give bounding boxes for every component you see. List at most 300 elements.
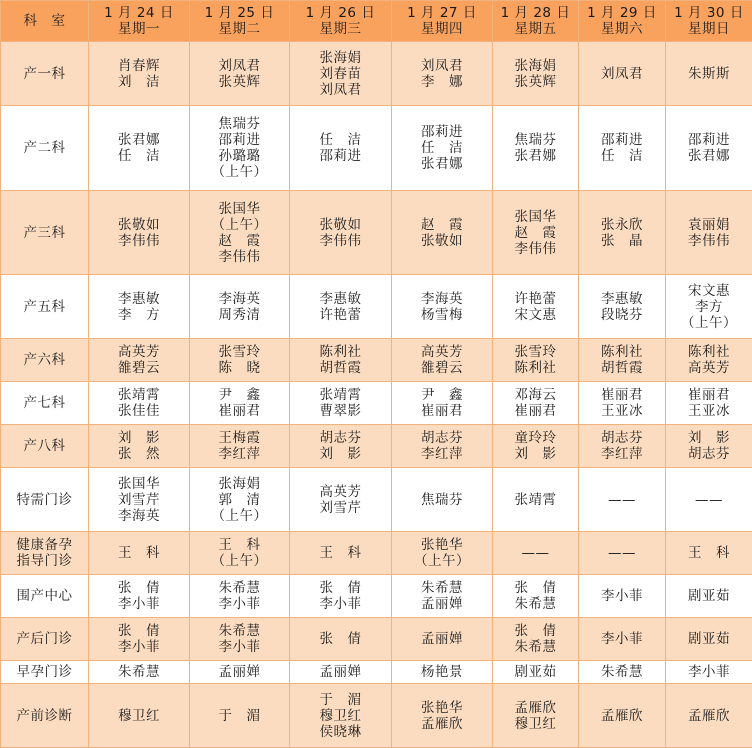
duty-cell (392, 339, 493, 382)
dept-name: 产三科 (23, 224, 66, 241)
dept-cell (1, 532, 89, 575)
duty-name: 郭 清 (218, 491, 261, 508)
duty-name: 高英芳 (421, 344, 463, 360)
duty-cell (290, 382, 392, 425)
duty-name: 李海英 (218, 290, 261, 307)
duty-name: 任 洁 (601, 148, 643, 164)
header-date: 1 月 29 日 (587, 5, 657, 21)
duty-name: 邵莉进 (421, 124, 463, 140)
duty-cell (493, 42, 579, 106)
duty-cell (666, 339, 752, 382)
duty-cell (493, 275, 579, 339)
duty-cell (392, 106, 493, 191)
duty-name: 邵莉进 (601, 132, 643, 148)
dept-name: 产前诊断 (16, 707, 73, 724)
duty-cell (666, 106, 752, 191)
table-row (1, 684, 752, 748)
header-weekday: 星期三 (319, 21, 362, 37)
duty-name: 刘 影 (118, 430, 160, 446)
dept-cell (1, 618, 89, 661)
duty-name: 高英芳 (688, 360, 730, 376)
duty-cell (493, 661, 579, 684)
duty-name: 于 湄 (319, 691, 362, 708)
duty-name: 孟雁欣 (421, 715, 463, 732)
duty-name: 朱希慧 (601, 664, 643, 680)
duty-name: 王亚冰 (601, 403, 643, 419)
dept-name: 指导门诊 (16, 553, 73, 569)
duty-cell (190, 42, 290, 106)
duty-name: 雒碧云 (118, 360, 160, 376)
dept-name: 产二科 (23, 140, 66, 156)
duty-name: 侯晓琳 (319, 723, 362, 740)
duty-cell (290, 618, 392, 661)
duty-name: 张靖霄 (118, 387, 160, 403)
duty-cell (579, 661, 666, 684)
duty-name: 李伟伟 (514, 240, 557, 257)
duty-cell (89, 618, 190, 661)
dept-name: 健康备孕 (16, 537, 73, 553)
duty-cell (392, 275, 493, 339)
duty-cell (392, 618, 493, 661)
duty-cell (290, 275, 392, 339)
duty-cell (190, 575, 290, 618)
duty-cell (290, 425, 392, 468)
duty-cell (89, 661, 190, 684)
duty-name: 段晓芬 (601, 306, 643, 323)
duty-cell (666, 575, 752, 618)
dept-name: 产后门诊 (16, 631, 73, 647)
duty-cell (392, 425, 493, 468)
header-date: 1 月 25 日 (204, 5, 275, 21)
duty-cell (190, 339, 290, 382)
duty-cell (290, 575, 392, 618)
duty-name: 邵莉进 (319, 148, 362, 164)
duty-name: 张海娟 (514, 57, 557, 74)
duty-name: 张靖霄 (319, 387, 362, 403)
duty-name: 张 倩 (118, 580, 160, 596)
duty-name: 胡志芬 (421, 430, 463, 446)
duty-name: 剧亚茹 (688, 588, 730, 604)
duty-cell (666, 618, 752, 661)
duty-cell (89, 425, 190, 468)
duty-name: 孟雁欣 (514, 699, 557, 716)
duty-name: 杨雪梅 (421, 306, 463, 323)
duty-name: 赵 霞 (514, 224, 557, 241)
dept-cell (1, 191, 89, 275)
duty-cell (290, 468, 392, 532)
table-row (1, 42, 752, 106)
duty-cell (89, 106, 190, 191)
duty-name: 李伟伟 (218, 248, 261, 265)
duty-name: 李海英 (421, 290, 463, 307)
duty-name: 李惠敏 (319, 290, 362, 307)
dept-cell (1, 575, 89, 618)
duty-name: 赵 霞 (421, 216, 463, 233)
duty-name: 任 洁 (319, 132, 362, 148)
duty-name: 李小菲 (118, 639, 160, 655)
duty-name: （上午） (211, 164, 268, 180)
table-row (1, 339, 752, 382)
duty-name: 王 科 (688, 545, 730, 561)
duty-name: 李红萍 (601, 446, 643, 462)
duty-name: 王梅霞 (218, 430, 261, 446)
duty-name: 李惠敏 (601, 290, 643, 307)
duty-name: 陈利社 (601, 344, 643, 360)
duty-cell (666, 532, 752, 575)
table-row (1, 575, 752, 618)
duty-name: 张艳华 (421, 699, 463, 716)
duty-name: 焦瑞芬 (218, 116, 261, 132)
dept-name: 产八科 (23, 438, 66, 454)
duty-cell (290, 106, 392, 191)
duty-name: 孟丽婵 (421, 631, 463, 647)
duty-name: 胡哲霞 (319, 360, 362, 376)
duty-name: 张 倩 (118, 623, 160, 639)
table-row (1, 106, 752, 191)
duty-cell (392, 191, 493, 275)
duty-name: 李小菲 (319, 596, 362, 612)
duty-name: 周秀清 (218, 306, 261, 323)
dept-name: 产五科 (23, 298, 66, 315)
dept-name: 产一科 (23, 65, 66, 82)
duty-name: 雒碧云 (421, 360, 463, 376)
duty-name: 刘 影 (514, 446, 557, 462)
duty-name: 张英辉 (218, 73, 261, 90)
duty-cell (290, 339, 392, 382)
duty-cell (666, 661, 752, 684)
dept-name: 特需门诊 (16, 491, 73, 508)
duty-name: 张佳佳 (118, 403, 160, 419)
duty-name: 张英辉 (514, 73, 557, 90)
duty-name: 李小菲 (218, 596, 261, 612)
duty-name: 张 倩 (319, 580, 362, 596)
duty-cell (190, 106, 290, 191)
header-day (190, 1, 290, 42)
dept-cell (1, 106, 89, 191)
duty-name: 张国华 (118, 475, 160, 492)
duty-name: 于 湄 (218, 707, 261, 724)
duty-name: 张敬如 (421, 232, 463, 249)
duty-cell (579, 339, 666, 382)
duty-name: 穆卫红 (118, 707, 160, 724)
duty-name: （上午） (211, 553, 268, 569)
duty-cell (89, 275, 190, 339)
duty-name: 童玲玲 (514, 430, 557, 446)
duty-name: 孟丽婵 (319, 664, 362, 680)
duty-name: 陈 晓 (218, 360, 261, 376)
duty-name: 张雪玲 (514, 344, 557, 360)
duty-cell (493, 468, 579, 532)
duty-cell (579, 42, 666, 106)
duty-name: 陈利社 (514, 360, 557, 376)
duty-cell (666, 684, 752, 748)
duty-name: 张 倩 (514, 623, 557, 639)
header-date: 1 月 27 日 (407, 5, 477, 21)
header-row (1, 1, 752, 42)
duty-name: （上午） (414, 553, 470, 569)
duty-name: 孟雁欣 (601, 707, 643, 724)
duty-cell (392, 532, 493, 575)
duty-name: 李伟伟 (688, 232, 730, 249)
duty-name: 胡志芬 (688, 446, 730, 462)
duty-name: 朱希慧 (118, 664, 160, 680)
duty-name: 焦瑞芬 (421, 491, 463, 508)
duty-cell (290, 661, 392, 684)
duty-cell (190, 684, 290, 748)
duty-cell (290, 191, 392, 275)
duty-name: 李海英 (118, 507, 160, 524)
duty-cell (579, 618, 666, 661)
duty-name: 朱希慧 (514, 596, 557, 612)
duty-cell (579, 684, 666, 748)
duty-name: 穆卫红 (319, 707, 362, 724)
duty-name: 王 科 (218, 537, 261, 553)
duty-cell (89, 684, 190, 748)
duty-cell (493, 425, 579, 468)
duty-name: 陈利社 (688, 344, 730, 360)
duty-name: 胡哲霞 (601, 360, 643, 376)
duty-cell (666, 468, 752, 532)
duty-name: 张国华 (218, 200, 261, 217)
duty-name: 张 倩 (319, 631, 362, 647)
duty-cell (579, 275, 666, 339)
dept-cell (1, 684, 89, 748)
duty-name: 袁丽娟 (688, 216, 730, 233)
duty-name: 宋文惠 (688, 282, 730, 299)
duty-name: 刘雪芹 (118, 491, 160, 508)
duty-name: 崔丽君 (421, 403, 463, 419)
duty-cell (493, 382, 579, 425)
dept-cell (1, 468, 89, 532)
duty-cell (579, 425, 666, 468)
duty-name: 刘 洁 (118, 73, 160, 90)
duty-name: 张靖霄 (514, 491, 557, 508)
duty-name: 邓海云 (514, 387, 557, 403)
duty-cell (666, 42, 752, 106)
duty-cell (190, 382, 290, 425)
duty-name: 张 晶 (601, 232, 643, 249)
dept-cell (1, 339, 89, 382)
duty-cell (89, 575, 190, 618)
dept-name: 围产中心 (16, 588, 73, 604)
header-weekday: 星期一 (118, 21, 160, 37)
schedule-body (1, 42, 752, 748)
duty-name: 李 娜 (421, 73, 463, 90)
duty-name: 刘 影 (688, 430, 730, 446)
header-day (666, 1, 752, 42)
header-weekday: 星期四 (421, 21, 463, 37)
duty-cell (290, 532, 392, 575)
header-dept-label: 科 室 (23, 13, 66, 29)
duty-name: 李方 (695, 298, 723, 315)
duty-name: 曹翠影 (319, 403, 362, 419)
duty-name: 张君娜 (688, 148, 730, 164)
duty-cell (89, 382, 190, 425)
duty-name: 李红萍 (218, 446, 261, 462)
header-dept (1, 1, 89, 42)
duty-name: 尹 鑫 (421, 387, 463, 403)
duty-cell (666, 382, 752, 425)
duty-name: 张敬如 (319, 216, 362, 233)
header-day (392, 1, 493, 42)
duty-cell (666, 191, 752, 275)
duty-name: 陈利社 (319, 344, 362, 360)
duty-name: 宋文惠 (514, 306, 557, 323)
duty-name: 张海娟 (319, 49, 362, 66)
duty-name: 崔丽君 (218, 403, 261, 419)
duty-cell (89, 468, 190, 532)
duty-cell (190, 191, 290, 275)
duty-cell (579, 382, 666, 425)
duty-name: —— (608, 545, 636, 561)
duty-name: —— (695, 491, 723, 508)
duty-cell (666, 275, 752, 339)
dept-cell (1, 661, 89, 684)
duty-name: 李小菲 (118, 596, 160, 612)
duty-name: 李小菲 (218, 639, 261, 655)
duty-name: 刘 影 (319, 446, 362, 462)
duty-name: 刘凤君 (421, 57, 463, 74)
duty-name: 朱希慧 (514, 639, 557, 655)
duty-name: 李红萍 (421, 446, 463, 462)
duty-cell (190, 532, 290, 575)
duty-cell (493, 684, 579, 748)
table-row (1, 468, 752, 532)
duty-name: 张海娟 (218, 475, 261, 492)
duty-name: 剧亚茹 (514, 664, 557, 680)
duty-cell (493, 618, 579, 661)
duty-name: （上午） (211, 507, 268, 524)
duty-cell (89, 191, 190, 275)
table-row (1, 382, 752, 425)
duty-cell (392, 382, 493, 425)
duty-name: 胡志芬 (601, 430, 643, 446)
duty-cell (290, 42, 392, 106)
header-date: 1 月 24 日 (104, 5, 174, 21)
duty-name: 李小菲 (688, 664, 730, 680)
duty-name: 剧亚茹 (688, 631, 730, 647)
duty-name: 李伟伟 (319, 232, 362, 249)
header-day (89, 1, 190, 42)
duty-cell (290, 684, 392, 748)
duty-name: 尹 鑫 (218, 387, 261, 403)
duty-name: 刘凤君 (601, 65, 643, 82)
header-day (493, 1, 579, 42)
header-date: 1 月 28 日 (500, 5, 571, 21)
duty-name: 肖春辉 (118, 57, 160, 74)
duty-name: 高英芳 (319, 483, 362, 500)
duty-name: 朱希慧 (218, 580, 261, 596)
duty-cell (190, 618, 290, 661)
duty-name: 孙璐璐 (218, 148, 261, 164)
duty-name: 邵莉进 (688, 132, 730, 148)
duty-name: 刘雪芹 (319, 499, 362, 516)
duty-name: 孟雁欣 (688, 707, 730, 724)
duty-name: 焦瑞芬 (514, 132, 557, 148)
duty-cell (89, 339, 190, 382)
duty-cell (392, 575, 493, 618)
duty-name: 胡志芬 (319, 430, 362, 446)
header-date: 1 月 26 日 (305, 5, 376, 21)
duty-cell (579, 575, 666, 618)
duty-name: 张艳华 (421, 537, 463, 553)
duty-name: 张永欣 (601, 216, 643, 233)
duty-name: 任 洁 (118, 148, 160, 164)
duty-name: 李小菲 (601, 631, 643, 647)
dept-cell (1, 425, 89, 468)
duty-name: （上午） (211, 216, 268, 233)
duty-name: 李小菲 (601, 588, 643, 604)
dept-cell (1, 275, 89, 339)
duty-cell (579, 106, 666, 191)
table-row (1, 425, 752, 468)
duty-name: 张君娜 (118, 132, 160, 148)
duty-cell (190, 661, 290, 684)
duty-name: 李伟伟 (118, 232, 160, 249)
duty-name: 张 然 (118, 446, 160, 462)
header-day (290, 1, 392, 42)
duty-cell (89, 42, 190, 106)
table-row (1, 532, 752, 575)
header-weekday: 星期六 (601, 21, 643, 37)
dept-cell (1, 382, 89, 425)
duty-name: 张国华 (514, 208, 557, 225)
duty-name: 王 科 (118, 545, 160, 561)
duty-name: 孟丽婵 (421, 596, 463, 612)
duty-name: 高英芳 (118, 344, 160, 360)
duty-cell (493, 532, 579, 575)
duty-cell (493, 106, 579, 191)
duty-name: 崔丽君 (601, 387, 643, 403)
duty-name: 张雪玲 (218, 344, 261, 360)
duty-name: 朱斯斯 (688, 65, 730, 82)
duty-cell (392, 661, 493, 684)
table-row (1, 618, 752, 661)
duty-name: 任 洁 (421, 140, 463, 156)
duty-cell (493, 339, 579, 382)
header-day (579, 1, 666, 42)
duty-name: —— (521, 545, 550, 561)
duty-cell (392, 684, 493, 748)
duty-cell (493, 191, 579, 275)
duty-cell (579, 191, 666, 275)
duty-name: 张君娜 (514, 148, 557, 164)
header-date: 1 月 30 日 (674, 5, 744, 21)
duty-cell (190, 275, 290, 339)
duty-cell (392, 468, 493, 532)
duty-name: 李 方 (118, 306, 160, 323)
duty-name: 许艳蕾 (514, 290, 557, 307)
duty-cell (190, 425, 290, 468)
duty-name: 赵 霞 (218, 232, 261, 249)
duty-cell (666, 425, 752, 468)
duty-cell (493, 575, 579, 618)
duty-name: 王 科 (319, 545, 362, 561)
table-row (1, 661, 752, 684)
table-row (1, 275, 752, 339)
duty-name: 崔丽君 (688, 387, 730, 403)
duty-name: 邵莉进 (218, 132, 261, 148)
duty-name: 张 倩 (514, 580, 557, 596)
duty-name: 孟丽婵 (218, 664, 261, 680)
duty-name: 朱希慧 (421, 580, 463, 596)
duty-cell (579, 532, 666, 575)
duty-cell (190, 468, 290, 532)
duty-name: 刘凤君 (319, 81, 362, 98)
dept-name: 产六科 (23, 352, 66, 368)
duty-name: 崔丽君 (514, 403, 557, 419)
duty-cell (579, 468, 666, 532)
